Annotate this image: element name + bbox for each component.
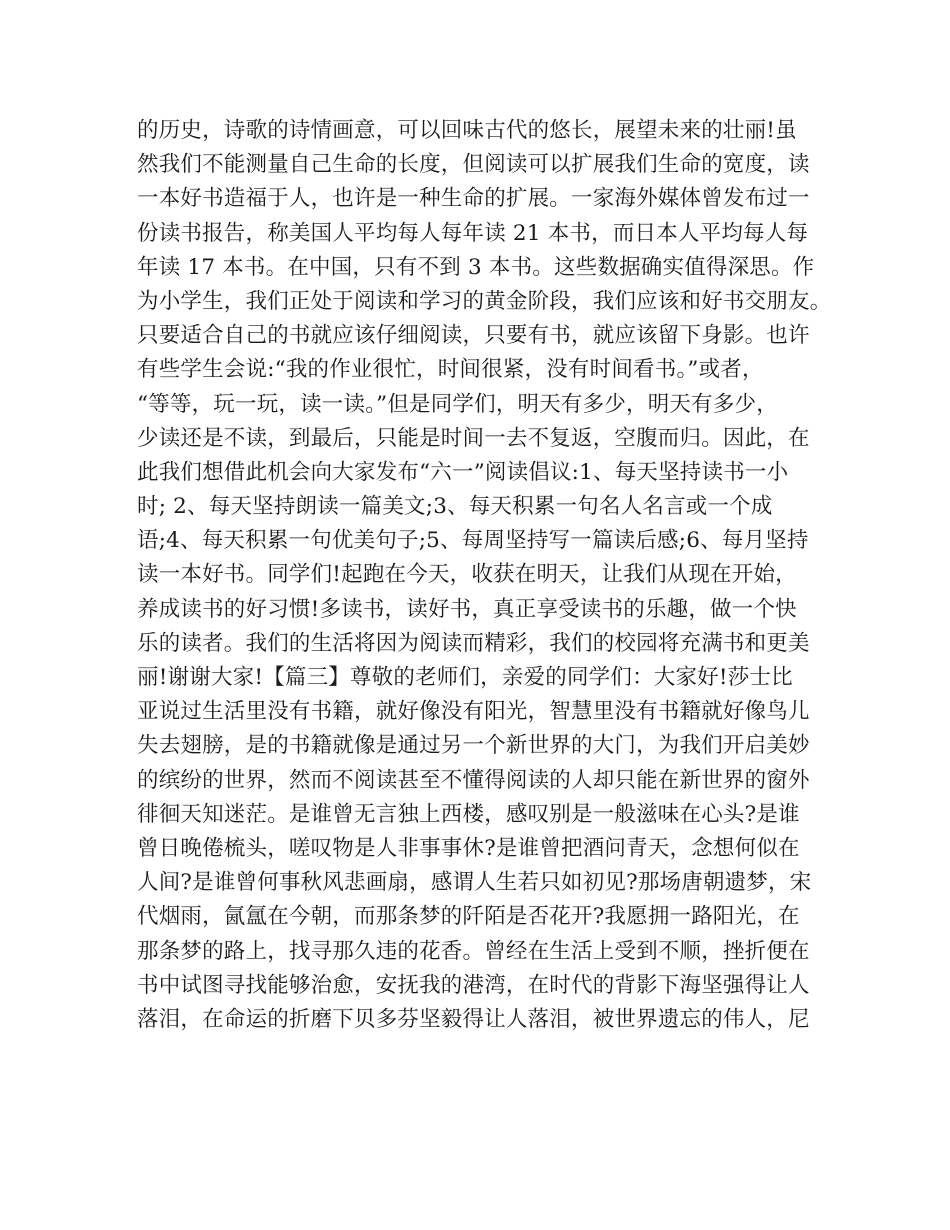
text-line: 亚说过生活里没有书籍，就好像没有阳光，智慧里没有书籍就好像鸟儿 [137, 699, 810, 725]
text-line: 的历史，诗歌的诗情画意，可以回味古代的悠长，展望未来的壮丽!虽 [137, 118, 797, 143]
text-line: 那条梦的路上，找寻那久违的花香。曾经在生活上受到不顺，挫折便在 [137, 938, 810, 964]
text-line: 代烟雨，氤氲在今朝，而那条梦的阡陌是否花开?我愿拥一路阳光，在 [137, 904, 800, 930]
text-line: 为小学生，我们正处于阅读和学习的黄金阶段，我们应该和好书交朋友。 [137, 288, 832, 314]
text-line: 然我们不能测量自己生命的长度，但阅读可以扩展我们生命的宽度，读 [137, 152, 810, 178]
text-line: “等等，玩一玩，读一读。”但是同学们，明天有多少，明天有多少， [137, 391, 778, 417]
text-line: 丽!谢谢大家!【篇三】尊敬的老师们，亲爱的同学们：大家好!莎士比 [137, 665, 793, 690]
text-line: 一本好书造福于人，也许是一种生命的扩展。一家海外媒体曾发布过一 [137, 186, 810, 212]
text-line: 乐的读者。我们的生活将因为阅读而精彩，我们的校园将充满书和更美 [137, 630, 810, 656]
text-line: 书中试图寻找能够治愈，安抚我的港湾，在时代的背影下海坚强得让人 [137, 972, 810, 998]
text-line: 有些学生会说:“我的作业很忙，时间很紧，没有时间看书。”或者， [137, 357, 764, 383]
text-line: 读一本好书。同学们!起跑在今天，收获在明天，让我们从现在开始， [137, 562, 797, 588]
text-line: 少读还是不读，到最后，只能是时间一去不复返，空腹而归。因此，在 [137, 425, 810, 451]
text-line: 只要适合自己的书就应该仔细阅读，只要有书，就应该留下身影。也许 [137, 323, 810, 349]
text-line: 养成读书的好习惯!多读书，读好书，真正享受读书的乐趣，做一个快 [137, 596, 797, 622]
text-line: 语;4、每天积累一句优美句子;5、每周坚持写一篇读后感;6、每月坚持 [137, 528, 809, 554]
text-line: 份读书报告，称美国人平均每人每年读 21 本书，而日本人平均每人每 [137, 220, 809, 246]
text-line: 年读 17 本书。在中国，只有不到 3 本书。这些数据确实值得深思。作 [137, 254, 815, 280]
text-line: 的缤纷的世界，然而不阅读甚至不懂得阅读的人却只能在新世界的窗外 [137, 767, 810, 793]
text-line: 徘徊天知迷茫。是谁曾无言独上西楼，感叹别是一般滋味在心头?是谁 [137, 801, 800, 827]
text-line: 时; 2、每天坚持朗读一篇美文;3、每天积累一句名人名言或一个成 [137, 494, 773, 520]
text-line: 落泪，在命运的折磨下贝多芬坚毅得让人落泪，被世界遗忘的伟人，尼 [137, 1006, 810, 1032]
text-line: 人间?是谁曾何事秋风悲画扇，感谓人生若只如初见?那场唐朝遗梦，宋 [137, 870, 812, 896]
body-text [137, 114, 832, 1037]
text-line: 曾日晚倦梳头，嗟叹物是人非事事休?是谁曾把酒问青天，念想何似在 [137, 835, 800, 861]
text-line: 此我们想借此机会向大家发布“六一”阅读倡议:1、每天坚持读书一小 [137, 459, 789, 485]
text-line: 失去翅膀，是的书籍就像是通过另一个新世界的大门，为我们开启美妙 [137, 733, 810, 759]
